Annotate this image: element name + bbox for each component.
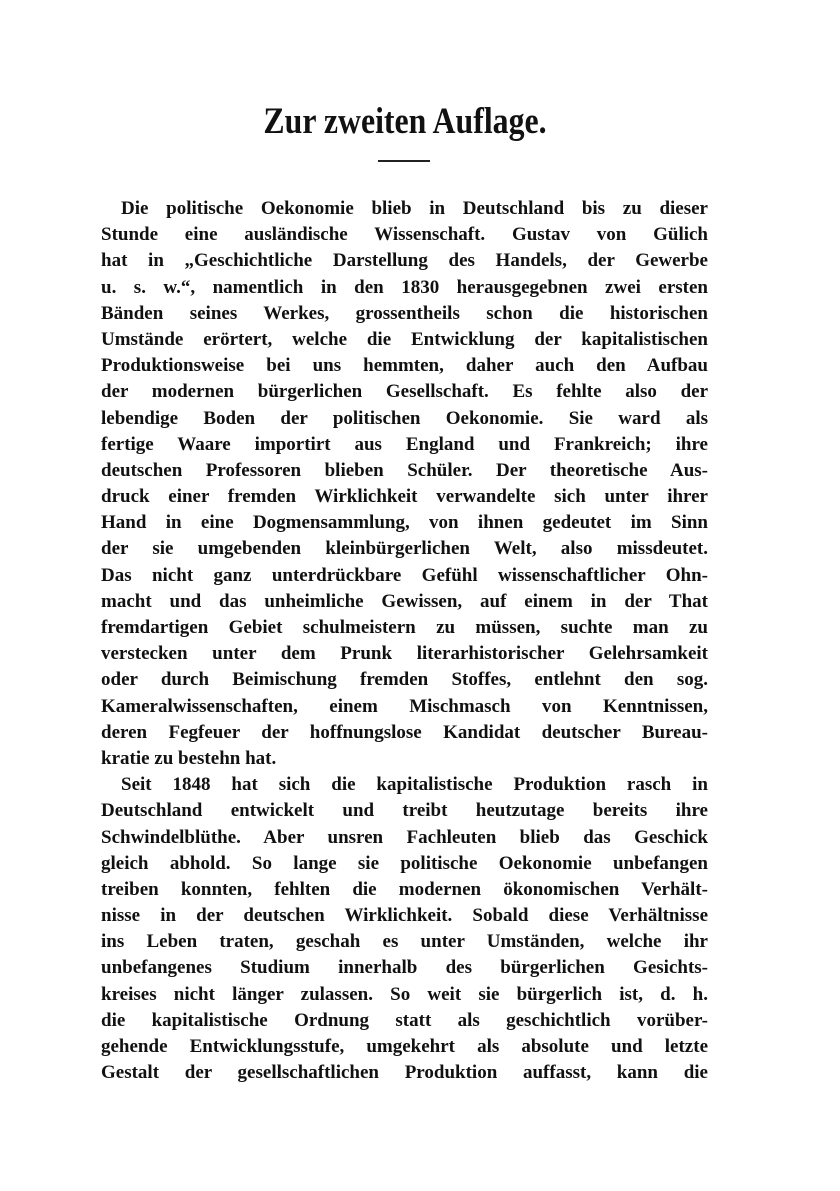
- title-rule: [378, 160, 430, 162]
- text-line: kreises nicht länger zulassen. So weit sie bürgerlich ist, d. h.: [101, 983, 708, 1005]
- text-line: Bänden seines Werkes, grossentheils schon die historischen: [101, 302, 708, 324]
- text-line: Deutschland entwickelt und treibt heutzutage bereits ihre: [101, 800, 708, 822]
- text-line: deutschen Professoren blieben Schüler. Der theoretische Aus-: [101, 459, 708, 481]
- text-line: der modernen bürgerlichen Gesellschaft. Es fehlte also der: [101, 381, 708, 403]
- text-line: druck einer fremden Wirklichkeit verwandelte sich unter ihrer: [101, 486, 708, 508]
- text-line: oder durch Beimischung fremden Stoffes, entlehnt den sog.: [101, 669, 708, 691]
- text-line: verstecken unter dem Prunk literarhistorischer Gelehrsamkeit: [101, 643, 708, 665]
- text-line: ins Leben traten, geschah es unter Umständen, welche ihr: [101, 931, 708, 953]
- text-line: treiben konnten, fehlten die modernen ökonomischen Verhält-: [101, 878, 708, 900]
- text-line: lebendige Boden der politischen Oekonomie. Sie ward als: [101, 407, 708, 429]
- text-line: Gestalt der gesellschaftlichen Produktion auffasst, kann die: [101, 1062, 708, 1084]
- text-line: Seit 1848 hat sich die kapitalistische Produktion rasch in: [121, 774, 708, 796]
- text-line: Hand in eine Dogmensammlung, von ihnen gedeutet im Sinn: [101, 512, 708, 534]
- text-line: fertige Waare importirt aus England und Frankreich; ihre: [101, 433, 708, 455]
- text-line: die kapitalistische Ordnung statt als geschichtlich vorüber-: [101, 1009, 708, 1031]
- text-line: gleich abhold. So lange sie politische Oekonomie unbefangen: [101, 852, 708, 874]
- text-line: Die politische Oekonomie blieb in Deutschland bis zu dieser: [121, 198, 708, 219]
- text-line: macht und das unheimliche Gewissen, auf einem in der That: [101, 590, 708, 612]
- text-line: gehende Entwicklungsstufe, umgekehrt als absolute und letzte: [101, 1036, 708, 1057]
- text-line: kratie zu bestehn hat.: [101, 747, 277, 769]
- text-line: Stunde eine ausländische Wissenschaft. Gustav von Gülich: [101, 224, 708, 246]
- text-line: hat in „Geschichtliche Darstellung des Handels, der Gewerbe: [101, 250, 708, 272]
- text-line: u. s. w.“, namentlich in den 1830 herausgegebnen zwei ersten: [101, 276, 708, 298]
- text-line: nisse in der deutschen Wirklichkeit. Sobald diese Verhältnisse: [101, 905, 708, 927]
- text-line: Kameralwissenschaften, einem Mischmasch von Kenntnissen,: [101, 695, 708, 717]
- text-line: unbefangenes Studium innerhalb des bürgerlichen Gesichts-: [101, 957, 708, 979]
- text-line: fremdartigen Gebiet schulmeistern zu müssen, suchte man zu: [101, 617, 708, 638]
- text-line: Umstände erörtert, welche die Entwicklung der kapitalistischen: [101, 328, 708, 350]
- page-title: Zur zweiten Auflage.: [263, 101, 547, 142]
- text-line: Schwindelblüthe. Aber unsren Fachleuten blieb das Geschick: [101, 826, 708, 848]
- text-line: Das nicht ganz unterdrückbare Gefühl wissenschaftlicher Ohn-: [101, 564, 708, 586]
- body-text: [101, 196, 708, 1086]
- text-line: Produktionsweise bei uns hemmten, daher auch den Aufbau: [101, 355, 708, 377]
- text-line: deren Fegfeuer der hoffnungslose Kandidat deutscher Bureau-: [101, 721, 708, 743]
- text-line: der sie umgebenden kleinbürgerlichen Welt, also missdeutet.: [101, 538, 708, 560]
